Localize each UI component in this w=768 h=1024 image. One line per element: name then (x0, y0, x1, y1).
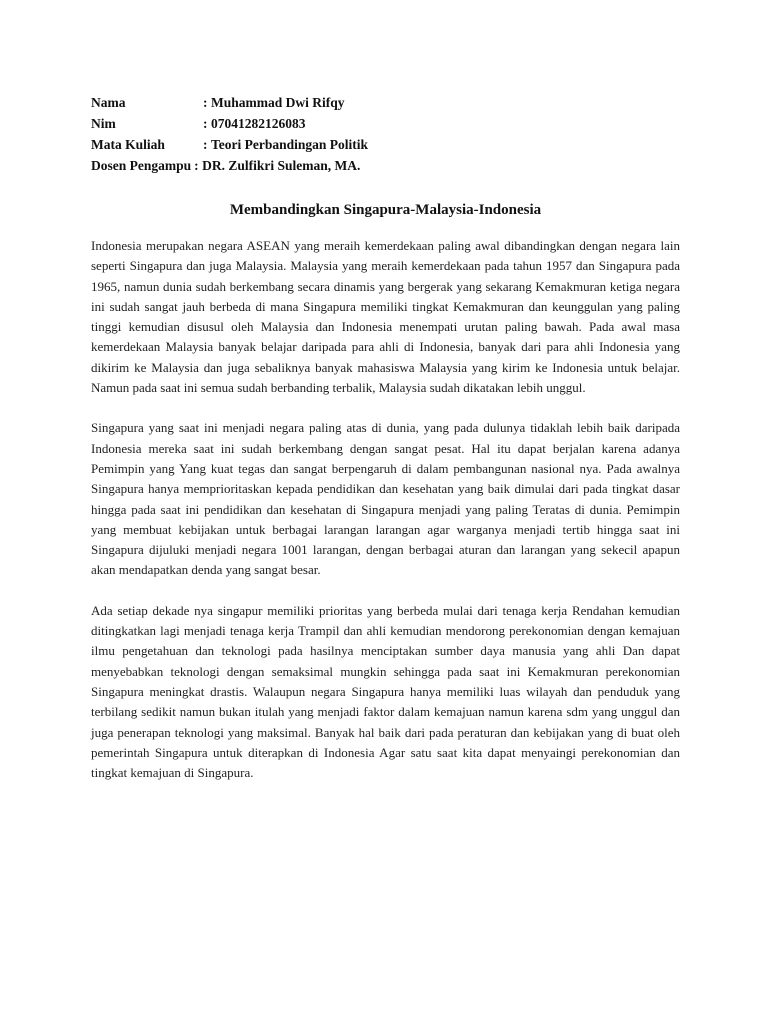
info-value: DR. Zulfikri Suleman, MA. (202, 158, 361, 173)
info-value: Muhammad Dwi Rifqy (211, 95, 345, 110)
info-row-nim (91, 113, 680, 134)
info-label: Dosen Pengampu (91, 158, 192, 173)
document-title: Membandingkan Singapura-Malaysia-Indonesia (229, 202, 542, 218)
info-separator: : (194, 158, 199, 173)
info-separator: : (203, 95, 208, 110)
paragraph: Indonesia merupakan negara ASEAN yang meraih kemerdekaan paling awal dibandingkan dengan negara lain seperti Singapura dan juga Malaysia. Malaysia yang meraih kemerdekaan pada tahun 1957 dan Singapura pada 1965, namun dunia sudah berkembang secara dinamis yang bergerak yang sekarang Kemakmuran ketiga negara ini sudah sangat jauh berbeda di mana Singapura memiliki tingkat Kemakmuran dan keunggulan yang paling tinggi kemudian disusul oleh Malaysia dan Indonesia menempati urutan paling bawah. Pada awal masa kemerdekaan Malaysia banyak belajar daripada para ahli di Indonesia, banyak dari para ahli Indonesia yang dikirim ke Malaysia dan juga sebaliknya banyak mahasiswa Malaysia yang kirim ke Indonesia untuk belajar. Namun pada saat ini semua sudah berbanding terbalik, Malaysia sudah dikatakan lebih unggul. (91, 238, 680, 396)
info-value: Teori Perbandingan Politik (211, 137, 369, 152)
info-separator: : (203, 137, 208, 152)
info-row-lecturer (91, 155, 680, 176)
info-row-course (91, 134, 680, 155)
paragraph: Singapura yang saat ini menjadi negara paling atas di dunia, yang pada dulunya tidaklah lebih baik daripada Indonesia mereka saat ini sudah berkembang dengan sangat pesat. Hal itu dapat berjalan karena adanya Pemimpin yang Yang kuat tegas dan sangat berpengaruh di dalam pembangunan nasional nya. Pada awalnya Singapura hanya memprioritaskan kepada pendidikan dan kesehatan yang baik dimulai dari pada tingkat dasar hingga pada saat ini pendidikan dan kesehatan di Singapura menjadi yang paling Teratas di dunia. Pemimpin yang membuat kebijakan untuk berbagai larangan larangan agar warganya menjadi tertib hingga saat ini Singapura dijuluki menjadi negara 1001 larangan, dengan berbagai aturan dan larangan yang sekecil apapun akan mendapatkan denda yang sangat besar. (91, 420, 680, 578)
info-label: Nim (91, 116, 116, 131)
paragraph: Ada setiap dekade nya singapur memiliki prioritas yang berbeda mulai dari tenaga kerja Rendahan kemudian ditingkatkan lagi menjadi tenaga kerja Trampil dan ahli kemudian mendorong perekonomian dengan kemajuan ilmu pengetahuan dan teknologi pada hasilnya menciptakan sumber daya manusia yang ahli Dan dapat menyebabkan teknologi dengan semaksimal mungkin sehingga pada saat ini Kemakmuran perekonomian Singapura meningkat drastis. Walaupun negara Singapura hanya memiliki luas wilayah dan penduduk yang terbilang sedikit namun bukan itulah yang menjadi faktor dalam kemajuan namun karena sdm yang unggul dan juga penerapan teknologi yang maksimal. Banyak hal baik dari pada peraturan dan kebijakan yang di buat oleh pemerintah Singapura untuk diterapkan di Indonesia Agar satu saat kita dapat menyaingi perekonomian dan tingkat kemajuan di Singapura. (91, 602, 680, 781)
info-row-name (91, 92, 680, 113)
info-separator: : (203, 116, 208, 131)
info-label: Nama (91, 95, 126, 110)
student-info-block (91, 92, 680, 176)
document-body (91, 236, 680, 783)
info-value: 07041282126083 (211, 116, 306, 131)
info-label: Mata Kuliah (91, 137, 165, 152)
